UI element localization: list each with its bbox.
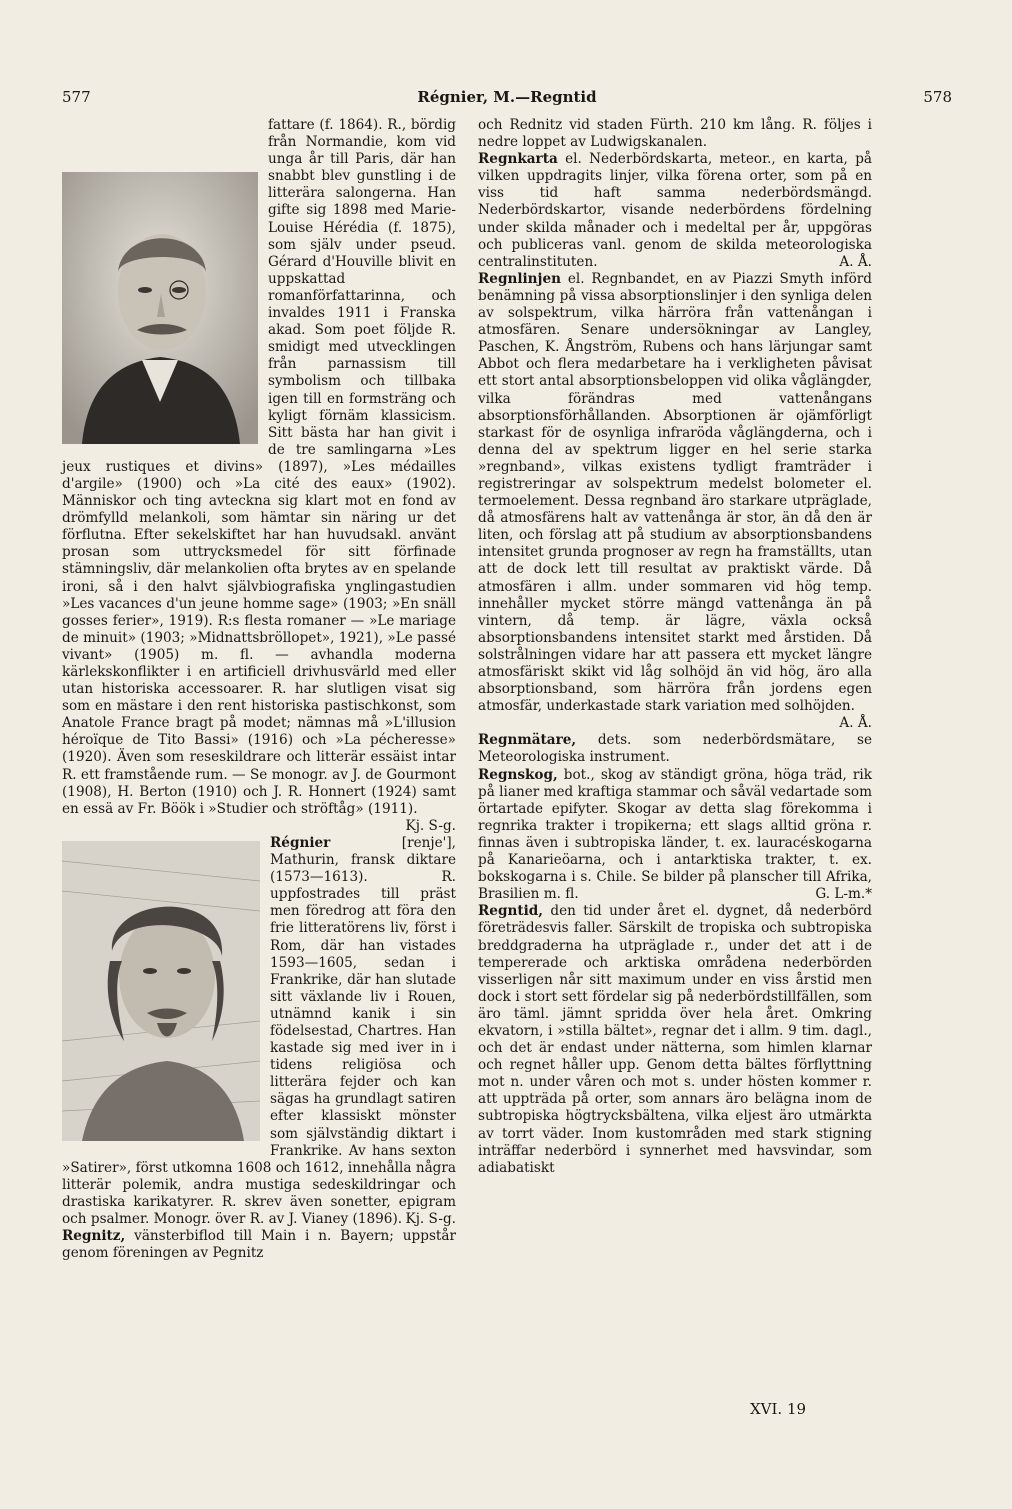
- entry-regnier-henri: [62, 117, 456, 834]
- author-signature: Kj. S-g.: [405, 1211, 456, 1227]
- headword: Regnlinjen: [478, 270, 561, 287]
- headword: Régnier: [270, 834, 331, 851]
- headword: Regnitz,: [62, 1228, 126, 1245]
- page-header: [62, 88, 952, 110]
- headword: Regnskog,: [478, 766, 558, 783]
- entry-text: [renje'], Mathurin, fransk diktare (1573—1613). R. uppfostrades till präst men föredrog att föra den frie litteratörens liv, först i Rom, där han vistades 1593—1605, sedan i Frankrike, där han slutade sitt växlande liv i Rouen, utnämnd kanik i sin födelsestad, Chartres. Han kastade sig med iver in i tidens religiösa och litterära fejder och kan sägas ha grundlagt satiren efter klassiskt mönster som självständig diktart i Frankrike. Av hans sexton »Satirer», först utkomna 1608 och 1612, innehålla några litterär polemik, andra mustiga sedeskildringar och drastiska karikatyrer. R. skrev även sonetter, epigram och psalmer. Monogr. över R. av J. Vianey (1896).: [62, 834, 456, 1227]
- entry-regntid: [478, 903, 872, 1177]
- entry-text: den tid under året el. dygnet, då nederbörd företrädesvis faller. Särskilt de tropiska och subtropiska breddgraderna ha utpräglade r., under det att i de tempererade och arktiska områdena nederbörden visserligen når sitt maximum under en viss årstid men dock i stort sett fördelar sig på nederbördstillfällen, som äro täml. jämnt spridda över hela året. Omkring ekvatorn, i »stilla bältet», regnar det i allm. 9 tim. dagl., och det är endast under nätterna, som himlen klarnar och regnet håller upp. Genom detta bältes förflyttning mot n. under våren och mot s. under hösten kommer r. att uppträda på orter, som annars äro belägna inom de subtropiska högtrycksbältena, vilka eljest äro utmärkta av torrt väder. Inom kustområden med stark stigning inträffar nederbörd i synnerhet med havsvindar, som adiabatiskt: [478, 903, 872, 1176]
- headword: Regnkarta: [478, 151, 558, 168]
- portrait-henri-de-regnier: [62, 172, 258, 444]
- entry-regnskog: [478, 767, 872, 904]
- left-page-number: 577: [62, 88, 91, 106]
- left-column: [62, 117, 456, 1262]
- entry-regnlinjen: [478, 270, 872, 732]
- entry-regnmatare: [478, 732, 872, 766]
- author-signature: Kj. S-g.: [405, 817, 456, 834]
- page-title: Régnier, M.—Regntid: [417, 88, 597, 106]
- headword: Regntid,: [478, 903, 544, 920]
- entry-text: bot., skog av ständigt gröna, höga träd, rik på lianer med kraftiga stammar och såväl vedartade som örtartade epifyter. Skogar av detta slag förekomma i regnrika trakter i tropikerna; ett slags alltid gröna r. finnas även i subtropiska länder, t. ex. lauracéskogarna på Kanarieöarna, och i antarktiska trakter, t. ex. bokskogarna i s. Chile. Se bilder på planscher till Afrika, Brasilien m. fl.: [478, 766, 872, 903]
- entry-text: fattare (f. 1864). R., bördig från Normandie, kom vid unga år till Paris, där han snabbt blev gunstling i de litterära salongerna. Han gifte sig 1898 med Marie-Louise Hérédia (f. 1875), som själv under pseud. Gérard d'Houville blivit en uppskattad romanförfattarinna, och invaldes 1911 i Franska akad. Som poet följde R. smidigt med utvecklingen från parnassism till symbolism och tillbaka igen till en formsträng och kyligt förnäm klassicism. Sitt bästa har han givit i de tre samlingarna »Les jeux rustiques et divins» (1897), »Les médailles d'argile» (1900) och »La cité des eaux» (1902). Människor och ting avteckna sig klart mot en fond av drömfylld melankoli, som hämtar sin näring ur det förflutna. Efter sekelskiftet har han huvudsakl. använt prosan som uttrycksmedel för sitt förfinade stämningsliv, där melankolien ofta brytes av en spelande ironi, så i den halvt självbiografiska ynglingastudien »Les vacances d'un jeune homme sage» (1903; »En snäll gosses ferier», 1919). R:s flesta romaner — »Le mariage de minuit» (1903; »Midnattsbröllopet», 1921), »Le passé vivant» (1905) m. fl. — avhandla moderna kärlekskonflikter i en artificiell drivhusvärld med eller utan historiska accessoarer. R. har slutligen visat sig som en mästare i den rent historiska pastischkonst, som Anatole France bragt på modet; nämnas må »L'illusion héroïque de Tito Bassi» (1916) och »La pécheresse» (1920). Även som reseskildrare och litterär essäist intar R. ett framstående rum. — Se monogr. av J. de Gourmont (1908), H. Berton (1910) och J. R. Honnert (1924) samt en essä av Fr. Böök i »Studier och ströftåg» (1911).: [62, 117, 456, 817]
- entry-regnier-mathurin: [62, 835, 456, 1228]
- right-page-number: 578: [923, 88, 952, 106]
- entry-text: och Rednitz vid staden Fürth. 210 km lång. R. följes i nedre loppet av Ludwigskanalen.: [478, 117, 872, 151]
- entry-regnkarta: [478, 151, 872, 271]
- portrait-mathurin-regnier: [62, 841, 260, 1141]
- author-signature: A. Å.: [839, 715, 872, 732]
- entry-regnitz-continued: [478, 117, 872, 151]
- sheet-signature: XVI. 19: [750, 1400, 807, 1418]
- headword: Regnmätare,: [478, 732, 577, 749]
- author-signature: G. L-m.*: [815, 886, 872, 903]
- right-column: [478, 117, 872, 1177]
- entry-text: el. Regnbandet, en av Piazzi Smyth införd benämning på vissa absorptionslinjer i den synliga delen av solspektrum, vilka härröra från vattenångan i atmosfären. Senare undersökningar av Langley, Paschen, K. Ångström, Rubens och hans lärjungar samt Abbot och flera medarbetare ha i verkligheten påvisat ett stort antal absorptionsbeloppen vid olika våglängder, vilka förändras med vattenångans absorptionsförhållanden. Absorptionen är ojämförligt starkast för de osynliga infraröda våglängderna, och i denna del av spektrum ligger en hel serie starka »regnband», vilkas existens tydligt framträder i registreringar av solspektrum medelst bolometer el. termoelement. Dessa regnband äro starkare utpräglade, då atmosfärens halt av vattenånga är stor, än då den är liten, och förslag att på studium av absorptionsbandens intensitet grunda prognoser av regn ha framställts, utan att de dock lett till resultat av praktiskt värde. Då atmosfären i allm. under sommaren vid hög temp. innehåller mycket större mängd vattenånga än på vintern, då temp. är lägre, växla också absorptionsbandens intensitet starkt med årstiden. Då solstrålningen vidare har att passera ett mycket längre atmosfäriskt skikt vid låg solhöjd än vid hög, äro alla absorptionsband, som härröra från jordens egen atmosfär, underkastade stark variation med solhöjden.: [478, 270, 872, 715]
- entry-text: el. Nederbördskarta, meteor., en karta, på vilken uppdragits linjer, vilka förena orter, som på en viss tid haft samma nederbördsmängd. Nederbördskartor, visande nederbördens fördelning under skilda månader och i medeltal per år, uppgöras och publiceras vanl. genom de skilda meteorologiska centralinstituten.: [478, 151, 873, 270]
- entry-regnitz: [62, 1228, 456, 1262]
- entry-text: dets. som nederbördsmätare, se Meteorologiska instrument.: [478, 732, 872, 766]
- author-signature: A. Å.: [839, 253, 872, 270]
- entry-text: vänsterbiflod till Main i n. Bayern; uppstår genom föreningen av Pegnitz: [62, 1228, 456, 1262]
